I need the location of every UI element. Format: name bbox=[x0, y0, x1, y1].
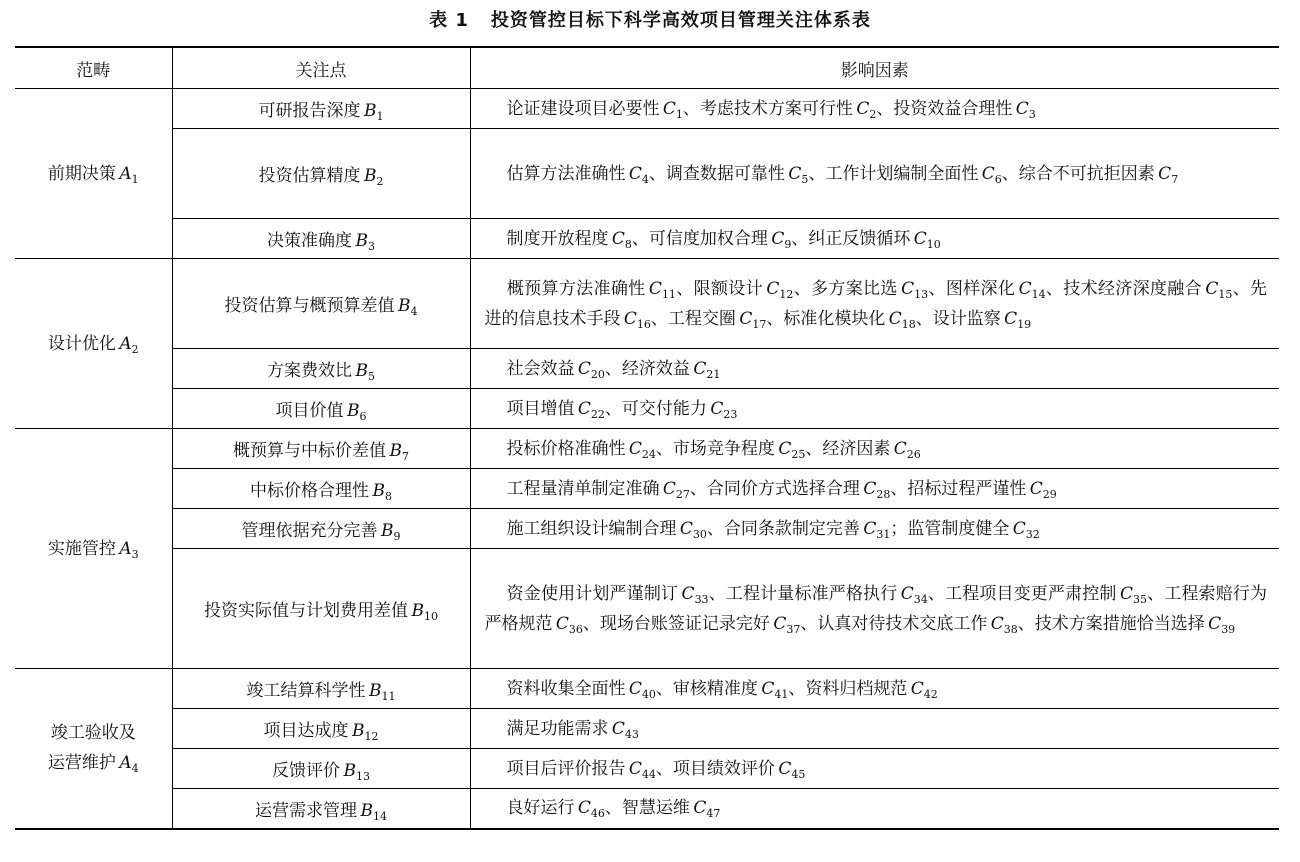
focus-point-subscript: 3 bbox=[367, 240, 375, 253]
factor-symbol: C bbox=[1029, 478, 1043, 499]
focus-point-cell bbox=[172, 429, 470, 469]
factor-symbol: C bbox=[577, 398, 591, 419]
factor-symbol: C bbox=[1208, 613, 1222, 634]
factor-label: 调查数据可靠性 bbox=[665, 163, 785, 184]
factor-symbol: C bbox=[1004, 308, 1018, 329]
focus-point-cell bbox=[172, 259, 470, 349]
factors-cell bbox=[470, 789, 1279, 829]
focus-point-label: 运营需求管理 bbox=[255, 800, 358, 821]
factor-symbol: C bbox=[778, 758, 792, 779]
factor-label: 限额设计 bbox=[693, 278, 763, 299]
factors-cell bbox=[470, 389, 1279, 429]
category-cell bbox=[15, 669, 172, 829]
factor-label: 满足功能需求 bbox=[506, 718, 609, 739]
factor-symbol: C bbox=[788, 163, 802, 184]
focus-point-symbol: B bbox=[363, 166, 377, 186]
factor-symbol: C bbox=[739, 308, 753, 329]
factor-symbol: C bbox=[1205, 278, 1219, 299]
factor-subscript: 3 bbox=[1028, 107, 1036, 121]
factor-separator: 、 bbox=[655, 678, 673, 699]
table-title bbox=[0, 6, 1300, 32]
factor-symbol: C bbox=[900, 583, 914, 604]
focus-point-subscript: 1 bbox=[376, 110, 384, 123]
focus-point-label: 投资估算与概预算差值 bbox=[224, 296, 395, 316]
focus-point-label: 管理依据充分完善 bbox=[241, 521, 378, 541]
factor-separator: 、 bbox=[1001, 163, 1019, 184]
focus-point-subscript: 9 bbox=[393, 530, 401, 543]
factor-label: 综合不可抗拒因素 bbox=[1018, 163, 1155, 184]
category-symbol: A bbox=[119, 333, 132, 354]
factor-symbol: C bbox=[773, 613, 787, 634]
factor-subscript: 7 bbox=[1171, 172, 1179, 186]
category-subscript: 4 bbox=[131, 762, 139, 776]
factors-cell bbox=[470, 429, 1279, 469]
factor-separator: 、 bbox=[655, 758, 673, 779]
factor-symbol: C bbox=[555, 613, 569, 634]
factor-symbol: C bbox=[981, 163, 995, 184]
factor-subscript: 38 bbox=[1003, 622, 1018, 636]
factor-symbol: C bbox=[771, 228, 785, 249]
factor-subscript: 23 bbox=[723, 407, 738, 421]
table-row bbox=[15, 259, 1279, 349]
factor-separator: 、 bbox=[631, 228, 649, 249]
factor-separator: 、 bbox=[766, 308, 784, 329]
factor-label: 技术经济深度融合 bbox=[1063, 278, 1202, 299]
focus-point-subscript: 8 bbox=[384, 490, 392, 503]
factor-symbol: C bbox=[577, 358, 591, 379]
factor-subscript: 42 bbox=[923, 687, 938, 701]
focus-point-cell bbox=[172, 709, 470, 749]
table-title-text: 投资管控目标下科学高效项目管理关注体系表 bbox=[490, 10, 871, 31]
factor-symbol: C bbox=[990, 613, 1004, 634]
focus-point-label: 决策准确度 bbox=[267, 231, 353, 251]
category-name-line2: 运营维护 bbox=[47, 753, 116, 774]
factor-symbol: C bbox=[856, 98, 870, 119]
factor-label: 认真对待技术交底工作 bbox=[817, 613, 988, 634]
factor-label: 合同价方式选择合理 bbox=[706, 478, 860, 499]
factor-label: 监管制度健全 bbox=[907, 518, 1010, 539]
factor-label: 工作计划编制全面性 bbox=[825, 163, 979, 184]
factor-subscript: 11 bbox=[661, 287, 676, 301]
factor-separator: 、 bbox=[1232, 278, 1251, 299]
factor-symbol: C bbox=[611, 228, 625, 249]
factor-symbol: C bbox=[901, 278, 915, 299]
factor-separator: 、 bbox=[706, 518, 724, 539]
factor-separator: 、 bbox=[655, 438, 673, 459]
focus-point-label: 方案费效比 bbox=[267, 361, 353, 381]
factor-subscript: 2 bbox=[869, 107, 877, 121]
factor-separator: 、 bbox=[708, 583, 726, 604]
factor-separator: 、 bbox=[1017, 613, 1035, 634]
factor-label: 标准化模块化 bbox=[783, 308, 886, 329]
factor-subscript: 27 bbox=[675, 487, 690, 501]
factor-label: 项目后评价报告 bbox=[506, 758, 626, 779]
factor-subscript: 5 bbox=[801, 172, 809, 186]
focus-point-symbol: B bbox=[363, 101, 377, 121]
factors-cell bbox=[470, 129, 1279, 219]
factor-label: 可信度加权合理 bbox=[648, 228, 768, 249]
factor-symbol: C bbox=[888, 308, 902, 329]
focus-point-cell bbox=[172, 349, 470, 389]
factor-subscript: 10 bbox=[926, 237, 941, 251]
factor-subscript: 30 bbox=[692, 527, 707, 541]
category-cell bbox=[15, 259, 172, 429]
factor-label: 项目绩效评价 bbox=[672, 758, 775, 779]
factor-symbol: C bbox=[710, 398, 724, 419]
focus-point-symbol: B bbox=[389, 441, 402, 461]
factor-symbol: C bbox=[1158, 163, 1172, 184]
factors-cell bbox=[470, 509, 1279, 549]
factor-subscript: 37 bbox=[786, 622, 801, 636]
table-row bbox=[15, 89, 1279, 129]
factor-symbol: C bbox=[623, 308, 637, 329]
factor-label: 经济效益 bbox=[621, 358, 690, 379]
factor-separator: ； bbox=[890, 518, 908, 539]
header-factors: 影响因素 bbox=[470, 47, 1279, 89]
factor-subscript: 41 bbox=[774, 687, 789, 701]
factors-cell bbox=[470, 219, 1279, 259]
factor-symbol: C bbox=[1119, 583, 1133, 604]
factor-separator: 、 bbox=[876, 98, 894, 119]
factor-subscript: 13 bbox=[914, 287, 929, 301]
management-focus-table bbox=[15, 46, 1279, 830]
factor-label: 纠正反馈循环 bbox=[808, 228, 911, 249]
factor-subscript: 14 bbox=[1031, 287, 1046, 301]
factor-subscript: 46 bbox=[590, 807, 605, 821]
factors-cell bbox=[470, 669, 1279, 709]
factor-separator: 、 bbox=[604, 398, 622, 419]
factor-label: 工程量清单制定准确 bbox=[506, 478, 660, 499]
focus-point-symbol: B bbox=[343, 761, 356, 781]
focus-point-cell bbox=[172, 789, 470, 829]
factor-subscript: 20 bbox=[590, 367, 605, 381]
category-name: 设计优化 bbox=[47, 333, 116, 354]
factor-symbol: C bbox=[679, 518, 693, 539]
table-row bbox=[15, 669, 1279, 709]
factor-separator: 、 bbox=[890, 478, 908, 499]
factor-separator: 、 bbox=[793, 278, 812, 299]
factor-separator: 、 bbox=[582, 613, 600, 634]
factor-separator: 、 bbox=[791, 228, 809, 249]
focus-point-subscript: 2 bbox=[376, 175, 384, 188]
factor-label: 投资效益合理性 bbox=[893, 98, 1013, 119]
table-row bbox=[15, 469, 1279, 509]
category-symbol: A bbox=[119, 753, 132, 774]
factor-label: 资料归档规范 bbox=[805, 678, 908, 699]
factor-symbol: C bbox=[766, 278, 780, 299]
focus-point-symbol: B bbox=[360, 800, 373, 821]
factor-symbol: C bbox=[681, 583, 695, 604]
factor-label: 投标价格准确性 bbox=[506, 438, 626, 459]
category-name: 前期决策 bbox=[47, 163, 116, 184]
factor-subscript: 18 bbox=[901, 317, 916, 331]
factor-symbol: C bbox=[1015, 98, 1029, 119]
category-subscript: 2 bbox=[131, 342, 139, 356]
header-focus: 关注点 bbox=[172, 47, 470, 89]
focus-point-cell bbox=[172, 669, 470, 709]
factor-separator: 、 bbox=[800, 613, 818, 634]
factors-cell bbox=[470, 469, 1279, 509]
factor-symbol: C bbox=[778, 438, 792, 459]
factor-subscript: 35 bbox=[1132, 592, 1147, 606]
factor-subscript: 21 bbox=[706, 367, 721, 381]
factor-label: 技术方案措施恰当选择 bbox=[1034, 613, 1205, 634]
table-row bbox=[15, 509, 1279, 549]
table-row bbox=[15, 219, 1279, 259]
focus-point-subscript: 14 bbox=[372, 809, 387, 823]
factor-label: 可交付能力 bbox=[621, 398, 707, 419]
focus-point-symbol: B bbox=[411, 601, 424, 621]
factor-subscript: 45 bbox=[791, 767, 806, 781]
factor-subscript: 26 bbox=[906, 447, 921, 461]
factor-separator: 、 bbox=[650, 308, 668, 329]
factors-cell bbox=[470, 89, 1279, 129]
table-number: 表 1 bbox=[429, 10, 469, 31]
focus-point-subscript: 11 bbox=[381, 690, 396, 703]
focus-point-symbol: B bbox=[355, 231, 368, 251]
focus-point-subscript: 5 bbox=[367, 370, 375, 383]
factor-label: 工程计量标准严格执行 bbox=[725, 583, 898, 604]
factor-label: 概预算方法准确性 bbox=[506, 278, 646, 299]
factor-subscript: 36 bbox=[568, 622, 583, 636]
factor-symbol: C bbox=[662, 478, 676, 499]
category-cell bbox=[15, 89, 172, 259]
focus-point-subscript: 10 bbox=[423, 610, 438, 623]
factor-symbol: C bbox=[1018, 278, 1032, 299]
factors-cell bbox=[470, 549, 1279, 669]
focus-point-subscript: 7 bbox=[401, 450, 409, 463]
category-symbol: A bbox=[119, 538, 132, 559]
factor-subscript: 17 bbox=[752, 317, 767, 331]
factor-symbol: C bbox=[628, 758, 642, 779]
factor-label: 多方案比选 bbox=[811, 278, 898, 299]
factor-subscript: 19 bbox=[1017, 317, 1032, 331]
focus-point-subscript: 4 bbox=[410, 305, 418, 318]
table-row bbox=[15, 129, 1279, 219]
category-name: 实施管控 bbox=[47, 538, 116, 559]
factor-label: 智慧运维 bbox=[621, 798, 690, 819]
focus-point-label: 项目价值 bbox=[275, 401, 344, 421]
category-name: 竣工验收及 bbox=[50, 723, 136, 744]
factor-label: 市场竞争程度 bbox=[672, 438, 775, 459]
factor-subscript: 8 bbox=[624, 237, 632, 251]
factor-label: 施工组织设计编制合理 bbox=[506, 518, 677, 539]
factors-cell bbox=[470, 749, 1279, 789]
factor-label: 工程索赔行为严格规范 bbox=[484, 583, 1268, 634]
factor-separator: 、 bbox=[788, 678, 806, 699]
factor-subscript: 15 bbox=[1218, 287, 1233, 301]
factor-symbol: C bbox=[1012, 518, 1026, 539]
focus-point-symbol: B bbox=[397, 296, 411, 316]
factor-subscript: 28 bbox=[876, 487, 891, 501]
factor-subscript: 29 bbox=[1042, 487, 1057, 501]
factor-symbol: C bbox=[628, 678, 642, 699]
focus-point-cell bbox=[172, 469, 470, 509]
focus-point-label: 投资估算精度 bbox=[258, 166, 361, 186]
focus-point-cell bbox=[172, 89, 470, 129]
focus-point-label: 中标价格合理性 bbox=[250, 481, 370, 501]
factor-symbol: C bbox=[913, 228, 927, 249]
factors-cell bbox=[470, 259, 1279, 349]
focus-point-label: 可研报告深度 bbox=[258, 101, 361, 121]
table-row bbox=[15, 749, 1279, 789]
factor-subscript: 32 bbox=[1025, 527, 1040, 541]
factor-label: 资料收集全面性 bbox=[506, 678, 626, 699]
factor-symbol: C bbox=[863, 478, 877, 499]
factor-subscript: 1 bbox=[675, 107, 683, 121]
table-row bbox=[15, 549, 1279, 669]
factor-symbol: C bbox=[893, 438, 907, 459]
category-cell bbox=[15, 429, 172, 669]
table-row bbox=[15, 429, 1279, 469]
factor-label: 工程交圈 bbox=[667, 308, 736, 329]
factor-label: 图样深化 bbox=[945, 278, 1016, 299]
table-row bbox=[15, 389, 1279, 429]
factor-separator: 、 bbox=[808, 163, 826, 184]
factor-symbol: C bbox=[611, 718, 625, 739]
factor-subscript: 44 bbox=[641, 767, 656, 781]
factor-subscript: 12 bbox=[779, 287, 794, 301]
factor-subscript: 39 bbox=[1221, 622, 1236, 636]
focus-point-cell bbox=[172, 749, 470, 789]
focus-point-cell bbox=[172, 509, 470, 549]
factor-symbol: C bbox=[662, 98, 676, 119]
focus-point-label: 反馈评价 bbox=[272, 761, 341, 781]
factor-separator: 、 bbox=[805, 438, 823, 459]
factor-subscript: 6 bbox=[994, 172, 1002, 186]
factors-cell bbox=[470, 349, 1279, 389]
factor-symbol: C bbox=[577, 798, 591, 819]
factor-label: 制度开放程度 bbox=[506, 228, 609, 249]
factor-subscript: 40 bbox=[641, 687, 656, 701]
table-row bbox=[15, 349, 1279, 389]
focus-point-cell bbox=[172, 549, 470, 669]
factor-separator: 、 bbox=[648, 163, 666, 184]
factor-symbol: C bbox=[628, 438, 642, 459]
factor-label: 审核精准度 bbox=[672, 678, 758, 699]
factor-subscript: 16 bbox=[636, 317, 651, 331]
focus-point-label: 投资实际值与计划费用差值 bbox=[204, 601, 409, 621]
factor-subscript: 43 bbox=[624, 727, 639, 741]
factor-symbol: C bbox=[910, 678, 924, 699]
factor-label: 良好运行 bbox=[506, 798, 575, 819]
factor-label: 合同条款制定完善 bbox=[723, 518, 860, 539]
category-symbol: A bbox=[119, 163, 132, 184]
factor-separator: 、 bbox=[682, 98, 700, 119]
factor-subscript: 9 bbox=[784, 237, 792, 251]
category-subscript: 3 bbox=[131, 547, 139, 561]
factor-subscript: 22 bbox=[590, 407, 605, 421]
factor-subscript: 4 bbox=[641, 172, 649, 186]
focus-point-symbol: B bbox=[380, 521, 394, 541]
factor-subscript: 31 bbox=[876, 527, 891, 541]
factor-subscript: 47 bbox=[706, 807, 721, 821]
focus-point-symbol: B bbox=[346, 401, 360, 421]
focus-point-label: 概预算与中标价差值 bbox=[233, 441, 387, 461]
factor-separator: 、 bbox=[1146, 583, 1165, 604]
focus-point-label: 项目达成度 bbox=[263, 721, 349, 741]
factor-symbol: C bbox=[648, 278, 662, 299]
focus-point-symbol: B bbox=[355, 361, 368, 381]
focus-point-label: 竣工结算科学性 bbox=[246, 681, 366, 701]
factor-separator: 、 bbox=[915, 308, 933, 329]
factors-cell bbox=[470, 709, 1279, 749]
factor-label: 工程项目变更严肃控制 bbox=[945, 583, 1117, 604]
factor-separator: 、 bbox=[927, 583, 946, 604]
factor-subscript: 24 bbox=[641, 447, 656, 461]
factor-symbol: C bbox=[693, 798, 707, 819]
factor-subscript: 33 bbox=[694, 592, 709, 606]
factor-label: 设计监察 bbox=[932, 308, 1001, 329]
factor-label: 先进的信息技术手段 bbox=[484, 278, 1268, 329]
factor-separator: 、 bbox=[675, 278, 694, 299]
table-body bbox=[15, 89, 1279, 829]
factor-label: 社会效益 bbox=[506, 358, 575, 379]
factor-label: 估算方法准确性 bbox=[506, 163, 626, 184]
focus-point-subscript: 13 bbox=[355, 770, 370, 783]
focus-point-symbol: B bbox=[368, 681, 382, 701]
category-subscript: 1 bbox=[131, 172, 139, 186]
header-category: 范畴 bbox=[15, 47, 172, 89]
factor-label: 项目增值 bbox=[506, 398, 575, 419]
factor-separator: 、 bbox=[928, 278, 946, 299]
focus-point-cell bbox=[172, 389, 470, 429]
header-row bbox=[15, 47, 1279, 89]
factor-separator: 、 bbox=[604, 358, 622, 379]
focus-point-cell bbox=[172, 219, 470, 259]
focus-point-subscript: 12 bbox=[364, 730, 379, 743]
factor-symbol: C bbox=[628, 163, 642, 184]
factor-subscript: 25 bbox=[791, 447, 806, 461]
table-row bbox=[15, 709, 1279, 749]
factor-label: 招标过程严谨性 bbox=[907, 478, 1027, 499]
factor-separator: 、 bbox=[689, 478, 707, 499]
factor-symbol: C bbox=[863, 518, 877, 539]
factor-label: 论证建设项目必要性 bbox=[506, 98, 660, 119]
factor-label: 资金使用计划严谨制订 bbox=[506, 583, 679, 604]
factor-separator: 、 bbox=[1045, 278, 1064, 299]
focus-point-symbol: B bbox=[351, 721, 365, 741]
focus-point-cell bbox=[172, 129, 470, 219]
factor-separator: 、 bbox=[604, 798, 622, 819]
factor-symbol: C bbox=[693, 358, 707, 379]
factor-label: 现场台账签证记录完好 bbox=[599, 613, 770, 634]
table-row bbox=[15, 789, 1279, 829]
factor-subscript: 34 bbox=[913, 592, 928, 606]
factor-symbol: C bbox=[761, 678, 775, 699]
focus-point-symbol: B bbox=[372, 481, 385, 501]
factor-label: 考虑技术方案可行性 bbox=[699, 98, 853, 119]
focus-point-subscript: 6 bbox=[359, 410, 367, 423]
factor-label: 经济因素 bbox=[822, 438, 891, 459]
